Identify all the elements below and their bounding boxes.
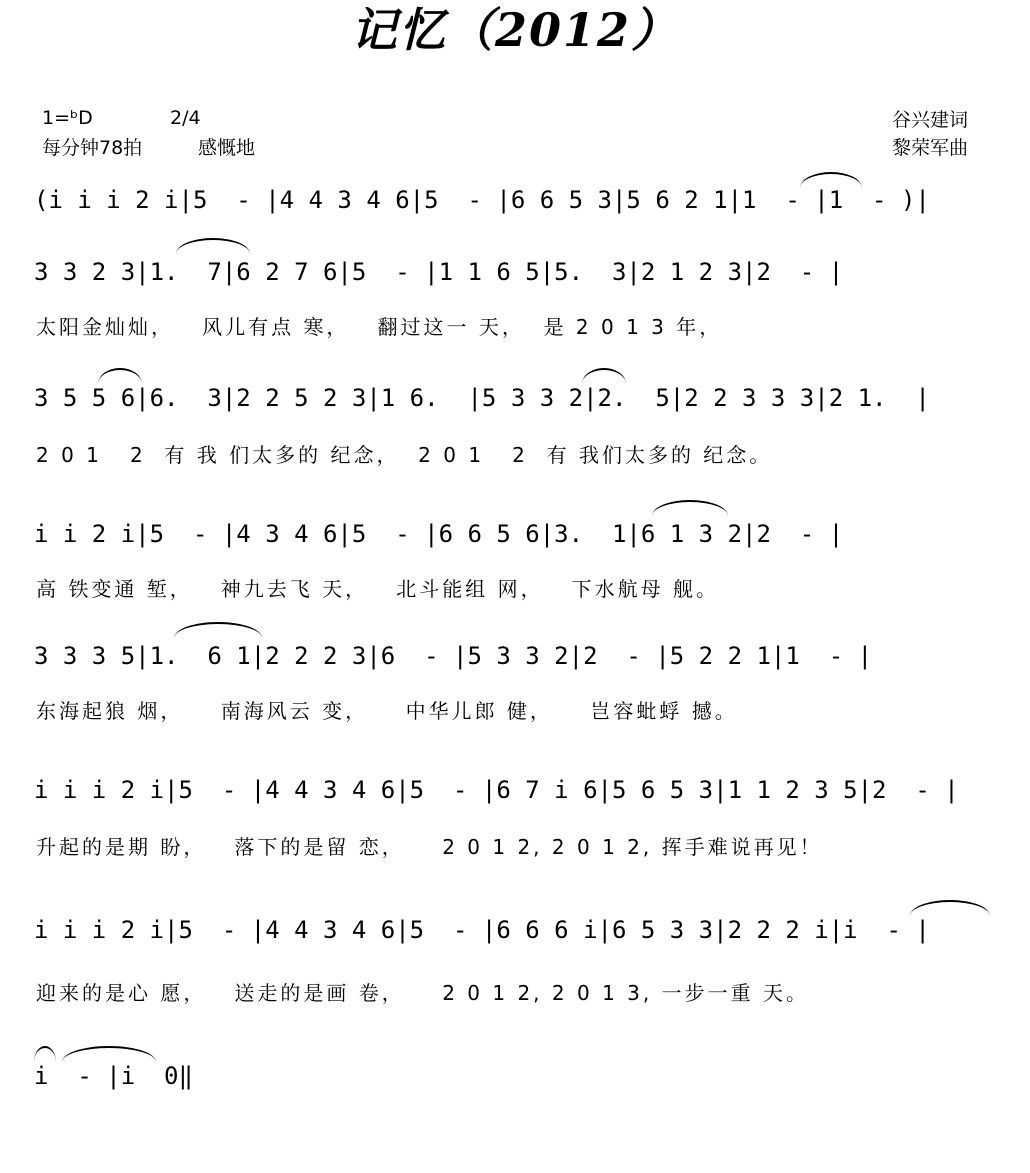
notation-line: (i i i 2 i|5 - |4 4 3 4 6|5 - |6 6 5 3|5 6 2 1|1 - |1 - )| <box>34 186 930 214</box>
notation-line: i i 2 i|5 - |4 3 4 6|5 - |6 6 5 6|3. 1|6 1 3 2|2 - | <box>34 520 844 548</box>
lyric-line: 东海起狼 烟， 南海风云 变， 中华儿郎 健， 岂容蚍蜉 撼。 <box>36 699 738 723</box>
tie-mark <box>62 1046 156 1062</box>
notation-line: i i i 2 i|5 - |4 4 3 4 6|5 - |6 6 6 i|6 5 3 3|2 2 2 i|i - | <box>34 916 930 944</box>
tie-mark <box>800 172 862 188</box>
tie-mark <box>98 368 142 384</box>
lyric-line: 迎来的是心 愿， 送走的是画 卷， 2 0 1 2, 2 0 1 3, 一步一重 天。 <box>36 981 809 1005</box>
key-signature: 1=ᵇD <box>42 107 93 129</box>
tie-mark <box>652 500 728 516</box>
composer-credit: 黎荣军曲 <box>892 137 969 159</box>
notation-line: 3 3 2 3|1. 7|6 2 7 6|5 - |1 1 6 5|5. 3|2 1 2 3|2 - | <box>34 258 844 286</box>
notation-line: 3 3 3 5|1. 6 1|2 2 2 3|6 - |5 3 3 2|2 - |5 2 2 1|1 - | <box>34 642 873 670</box>
lyricist-credit: 谷兴建词 <box>892 109 969 131</box>
tie-mark <box>582 368 626 384</box>
lyric-line: 高 铁变通 堑， 神九去飞 天， 北斗能组 网， 下水航母 舰。 <box>36 577 720 601</box>
notation-line: 3 5 5 6|6. 3|2 2 5 2 3|1 6. |5 3 3 2|2. 5|2 2 3 3 3|2 1. | <box>34 384 930 412</box>
tie-mark <box>174 622 262 638</box>
tempo-marking: 每分钟78拍 <box>42 137 143 159</box>
tie-mark <box>34 1046 56 1062</box>
notation-line: i - |i 0‖ <box>34 1062 193 1090</box>
lyric-line: 太阳金灿灿， 风儿有点 寒， 翻过这一 天， 是 2 0 1 3 年， <box>36 315 723 339</box>
page-title: 记忆（2012） <box>350 3 680 57</box>
tie-mark <box>910 900 990 916</box>
expression-marking: 感慨地 <box>198 137 256 159</box>
lyric-line: 升起的是期 盼， 落下的是留 恋， 2 0 1 2, 2 0 1 2, 挥手难说再见！ <box>36 835 823 859</box>
notation-line: i i i 2 i|5 - |4 4 3 4 6|5 - |6 7 i 6|5 6 5 3|1 1 2 3 5|2 - | <box>34 776 959 804</box>
tie-mark <box>176 238 250 254</box>
time-signature: 2/4 <box>170 107 201 129</box>
lyric-line: 2 0 1 2 有 我 们太多的 纪念， 2 0 1 2 有 我们太多的 纪念。 <box>36 443 773 467</box>
